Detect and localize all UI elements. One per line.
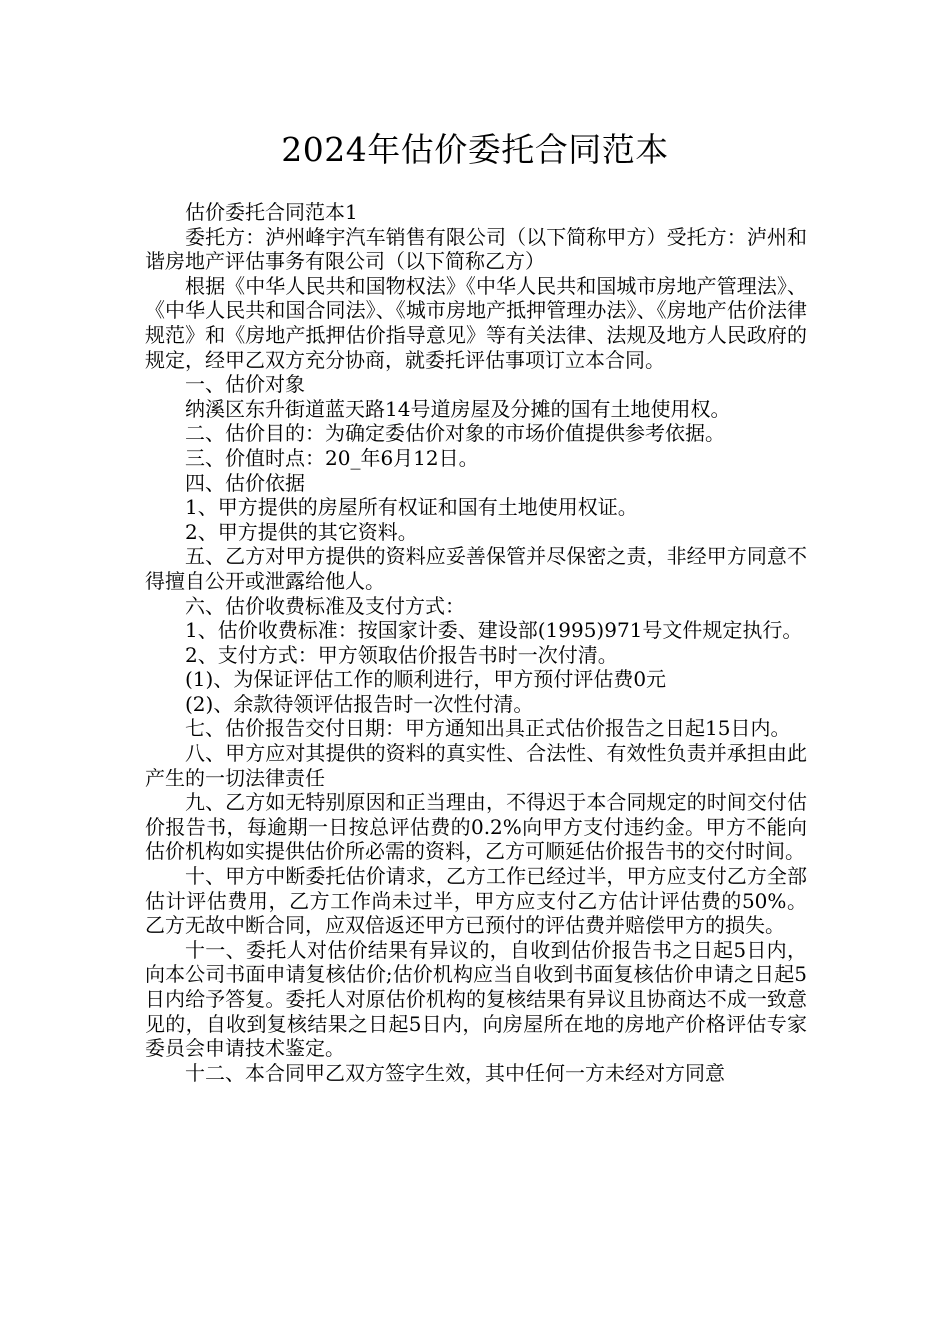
paragraph-basis-1: 1、甲方提供的房屋所有权证和国有土地使用权证。 [185,495,638,520]
paragraph-subtitle: 估价委托合同范本1 [185,200,358,224]
paragraph-balance: (2)、余款待领评估报告时一次性付清。 [185,691,534,716]
paragraph-basis-2: 2、甲方提供的其它资料。 [185,519,418,544]
paragraph-heading-object: 一、估价对象 [185,372,305,397]
paragraph-payment-method: 2、支付方式：甲方领取估价报告书时一次付清。 [185,642,618,667]
paragraph-objection: 十一、委托人对估价结果有异议的，自收到估价报告书之日起5日内，向本公司书面申请复核估价;估价机构应当自收到书面复核估价申请之日起5日内给予答复。委托人对原估价机构的复核结果有异议且协商达不成一致意见的，自收到复核结果之日起5日内，向房屋所在地的房地产价格评估专家委员会申请技术鉴定。 [145,937,807,1061]
paragraph-effectiveness: 十二、本合同甲乙双方签字生效，其中任何一方未经对方同意 [185,1060,725,1085]
paragraph-value-date: 三、价值时点：20_年6月12日。 [185,445,479,470]
paragraph-heading-basis: 四、估价依据 [185,470,305,495]
paragraph-responsibility: 八、甲方应对其提供的资料的真实性、合法性、有效性负责并承担由此产生的一切法律责任 [145,741,807,790]
paragraph-prepayment: (1)、为保证评估工作的顺利进行，甲方预付评估费0元 [185,667,667,692]
paragraph-parties: 委托方：泸州峰宇汽车销售有限公司（以下简称甲方）受托方：泸州和谐房地产评估事务有限公司（以下简称乙方） [145,224,807,274]
document-title: 2024年估价委托合同范本 [281,130,669,169]
paragraph-confidentiality: 五、乙方对甲方提供的资料应妥善保管并尽保密之责，非经甲方同意不得擅自公开或泄露给他人。 [145,544,807,593]
document-body [145,200,807,1085]
paragraph-object: 纳溪区东升街道蓝天路14号道房屋及分摊的国有土地使用权。 [185,396,731,421]
paragraph-delay-penalty: 九、乙方如无特别原因和正当理由，不得迟于本合同规定的时间交付估价报告书，每逾期一日按总评估费的0.2%向甲方支付违约金。甲方不能向估价机构如实提供估价所必需的资料，乙方可顺延估价报告书的交付时间。 [145,790,807,864]
paragraph-purpose: 二、估价目的：为确定委估价对象的市场价值提供参考依据。 [185,421,725,446]
paragraph-heading-fees: 六、估价收费标准及支付方式： [185,593,465,618]
paragraph-termination: 十、甲方中断委托估价请求，乙方工作已经过半，甲方应支付乙方全部估计评估费用，乙方工作尚未过半，甲方应支付乙方估计评估费的50%。乙方无故中断合同，应双倍返还甲方已预付的评估费并赔偿甲方的损失。 [145,864,807,938]
paragraph-delivery-date: 七、估价报告交付日期：甲方通知出具正式估价报告之日起15日内。 [185,716,791,741]
paragraph-fee-standard: 1、估价收费标准：按国家计委、建设部(1995)971号文件规定执行。 [185,618,803,643]
paragraph-legal-basis: 根据《中华人民共和国物权法》《中华人民共和国城市房地产管理法》、《中华人民共和国合同法》、《城市房地产抵押管理办法》、《房地产估价法律规范》和《房地产抵押估价指导意见》等有关法律、法规及地方人民政府的规定，经甲乙双方充分协商，就委托评估事项订立本合同。 [145,273,807,372]
